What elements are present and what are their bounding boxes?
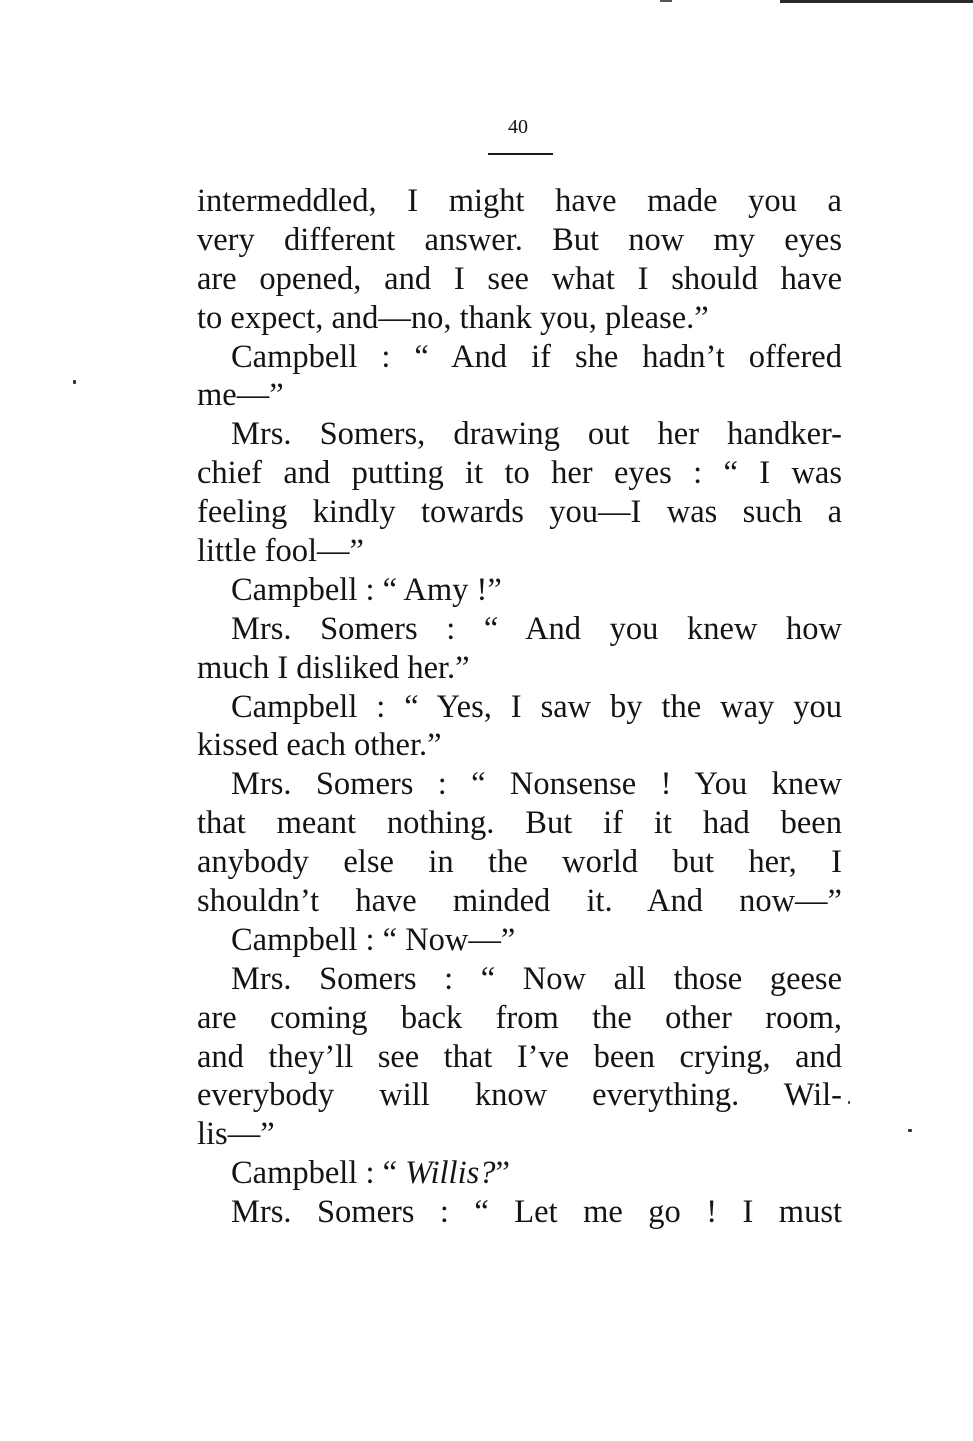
text-line	[197, 1076, 842, 1115]
text-line	[197, 260, 842, 299]
text-line	[197, 726, 842, 765]
text-line-content: Campbell : “ Now—”	[231, 921, 516, 958]
text-line-content: Campbell : “ And if she hadn’t offered	[231, 338, 842, 375]
text-line	[197, 338, 842, 377]
print-speck	[848, 1101, 850, 1104]
text-line-content: Mrs. Somers : “ And you knew how	[231, 610, 842, 647]
text-line	[197, 1038, 842, 1077]
text-line-content: are coming back from the other room,	[197, 999, 842, 1036]
text-line-content: Campbell : “ Yes, I saw by the way you	[231, 688, 842, 725]
text-line-content: Mrs. Somers, drawing out her handker-	[231, 416, 842, 453]
text-line	[197, 454, 842, 493]
text-line-content: intermeddled, I might have made you a	[197, 183, 842, 219]
text-line-content: shouldn’t have minded it. And now—”	[197, 883, 842, 920]
text-line-content: and they’ll see that I’ve been crying, and	[197, 1038, 842, 1075]
text-line-content: that meant nothing. But if it had been	[197, 805, 842, 842]
text-line	[197, 960, 842, 999]
top-edge-mark-short	[660, 0, 672, 2]
text-line	[197, 221, 842, 260]
text-line-content: to expect, and—no, thank you, please.”	[197, 299, 709, 336]
page-number: 40	[508, 116, 528, 138]
text-line-content: little fool—”	[197, 533, 364, 570]
text-line-content: everybody will know everything. Wil-	[197, 1077, 842, 1114]
text-line	[197, 376, 842, 415]
text-line-content: feeling kindly towards you—I was such a	[197, 494, 842, 531]
emphasized-word: Willis?	[405, 1155, 496, 1192]
page-body	[197, 182, 842, 1232]
text-line	[197, 921, 842, 960]
text-line-content: very different answer. But now my eyes	[197, 221, 842, 258]
text-line	[197, 493, 842, 532]
text-line	[197, 804, 842, 843]
text-line	[197, 688, 842, 727]
text-line	[197, 532, 842, 571]
text-line-content: anybody else in the world but her, I	[197, 844, 842, 881]
text-line	[197, 1193, 842, 1232]
text-line	[197, 571, 842, 610]
text-line-content: lis—”	[197, 1116, 275, 1153]
text-line-content: are opened, and I see what I should have	[197, 260, 842, 297]
text-line	[197, 882, 842, 921]
closing-quote: ”	[495, 1155, 510, 1192]
text-line-content: me—”	[197, 377, 284, 414]
text-line	[197, 649, 842, 688]
top-edge-mark	[780, 0, 973, 3]
text-line-content: much I disliked her.”	[197, 649, 470, 686]
text-line-content: chief and putting it to her eyes : “ I was	[197, 455, 842, 492]
text-line	[197, 765, 842, 804]
print-speck	[73, 380, 76, 384]
text-line	[197, 182, 842, 221]
text-line	[197, 1154, 842, 1193]
text-line-content: Mrs. Somers : “ Now all those geese	[231, 960, 842, 997]
text-line	[197, 1115, 842, 1154]
text-line-content: Campbell : “	[231, 1155, 406, 1192]
text-line	[197, 843, 842, 882]
text-line	[197, 610, 842, 649]
text-line-content: Mrs. Somers : “ Let me go ! I must	[231, 1194, 842, 1231]
print-speck	[908, 1129, 912, 1132]
page-number-rule	[488, 153, 553, 155]
text-line	[197, 999, 842, 1038]
text-line	[197, 415, 842, 454]
text-line-content: Campbell : “ Amy !”	[231, 571, 502, 608]
text-line-content: Mrs. Somers : “ Nonsense ! You knew	[231, 766, 842, 803]
text-line	[197, 299, 842, 338]
text-line-content: kissed each other.”	[197, 727, 442, 764]
